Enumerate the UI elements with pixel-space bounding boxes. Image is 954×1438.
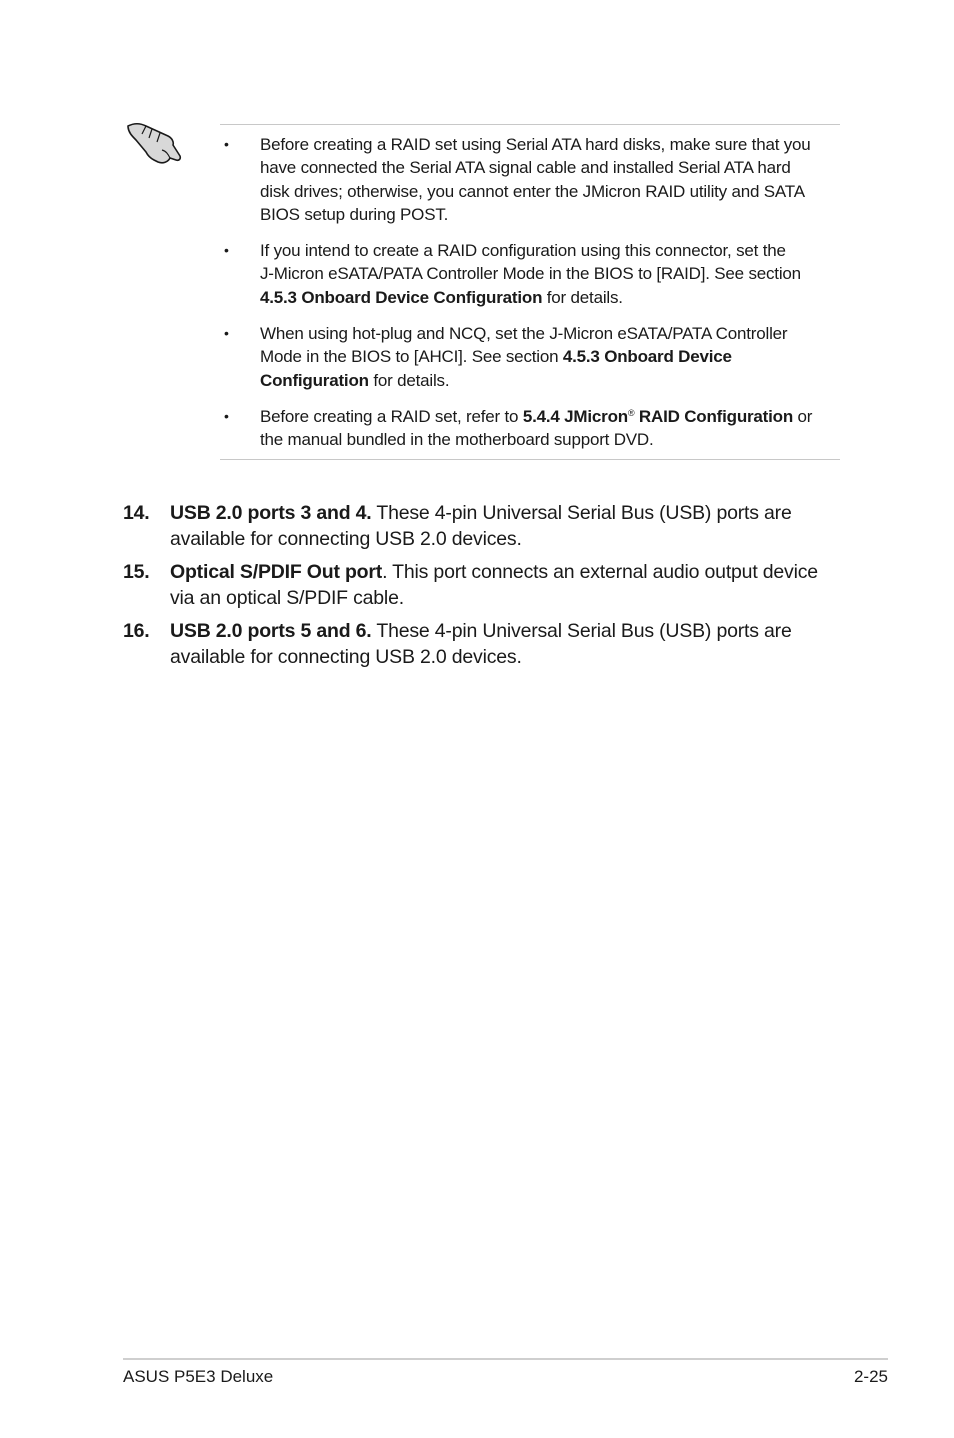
item-title: USB 2.0 ports 5 and 6. <box>170 620 372 642</box>
section-reference: 4.5.3 Onboard Device <box>562 347 732 367</box>
item-body: USB 2.0 ports 3 and 4. These 4-pin Universal Serial Bus (USB) ports are available for connecting USB 2.0 devices. <box>170 502 792 550</box>
footer-divider <box>123 1358 888 1360</box>
item-number: 16. <box>123 620 150 642</box>
item-number: 14. <box>123 502 150 524</box>
section-reference: Configuration <box>260 370 369 390</box>
note-text: If you intend to create a RAID configuration using this connector, set the J-Micron eSATA/PATA Controller Mode in the BIOS to [RAID]. See section 4.5.3 Onboard Device Configuration for details. <box>260 241 801 307</box>
registered-mark: ® <box>627 408 635 418</box>
item-body: USB 2.0 ports 5 and 6. These 4-pin Universal Serial Bus (USB) ports are available for connecting USB 2.0 devices. <box>170 620 792 668</box>
note-text: When using hot-plug and NCQ, set the J-Micron eSATA/PATA Controller Mode in the BIOS to [AHCI]. See section 4.5.3 Onboard Device Configuration for details. <box>260 324 788 390</box>
bullet: • <box>224 242 229 258</box>
footer-page-number: 2-25 <box>853 1367 888 1386</box>
note-box <box>220 124 840 460</box>
note-text: Before creating a RAID set, refer to 5.4.4 JMicron® RAID Configuration or the manual bundled in the motherboard support DVD. <box>260 407 813 450</box>
footer-product-name: ASUS P5E3 Deluxe <box>123 1367 274 1386</box>
bullet: • <box>224 325 229 341</box>
item-body: Optical S/PDIF Out port. This port connects an external audio output device via an optical S/PDIF cable. <box>170 561 818 609</box>
item-title: USB 2.0 ports 3 and 4. <box>170 502 372 524</box>
item-number: 15. <box>123 561 150 583</box>
section-reference: 4.5.3 Onboard Device Configuration <box>260 287 543 307</box>
pointing-hand-icon <box>124 118 186 168</box>
item-title: Optical S/PDIF Out port <box>170 561 383 583</box>
bullet: • <box>224 408 229 424</box>
section-reference: 5.4.4 JMicron <box>522 407 628 426</box>
section-reference: RAID Configuration <box>634 407 794 426</box>
note-text: Before creating a RAID set using Serial ATA hard disks, make sure that you have connected the Serial ATA signal cable and installed Serial ATA hard disk drives; otherwise, you cannot enter the JMicron RAID utility and SATA BIOS setup during POST. <box>260 135 811 225</box>
bullet: • <box>224 136 229 152</box>
